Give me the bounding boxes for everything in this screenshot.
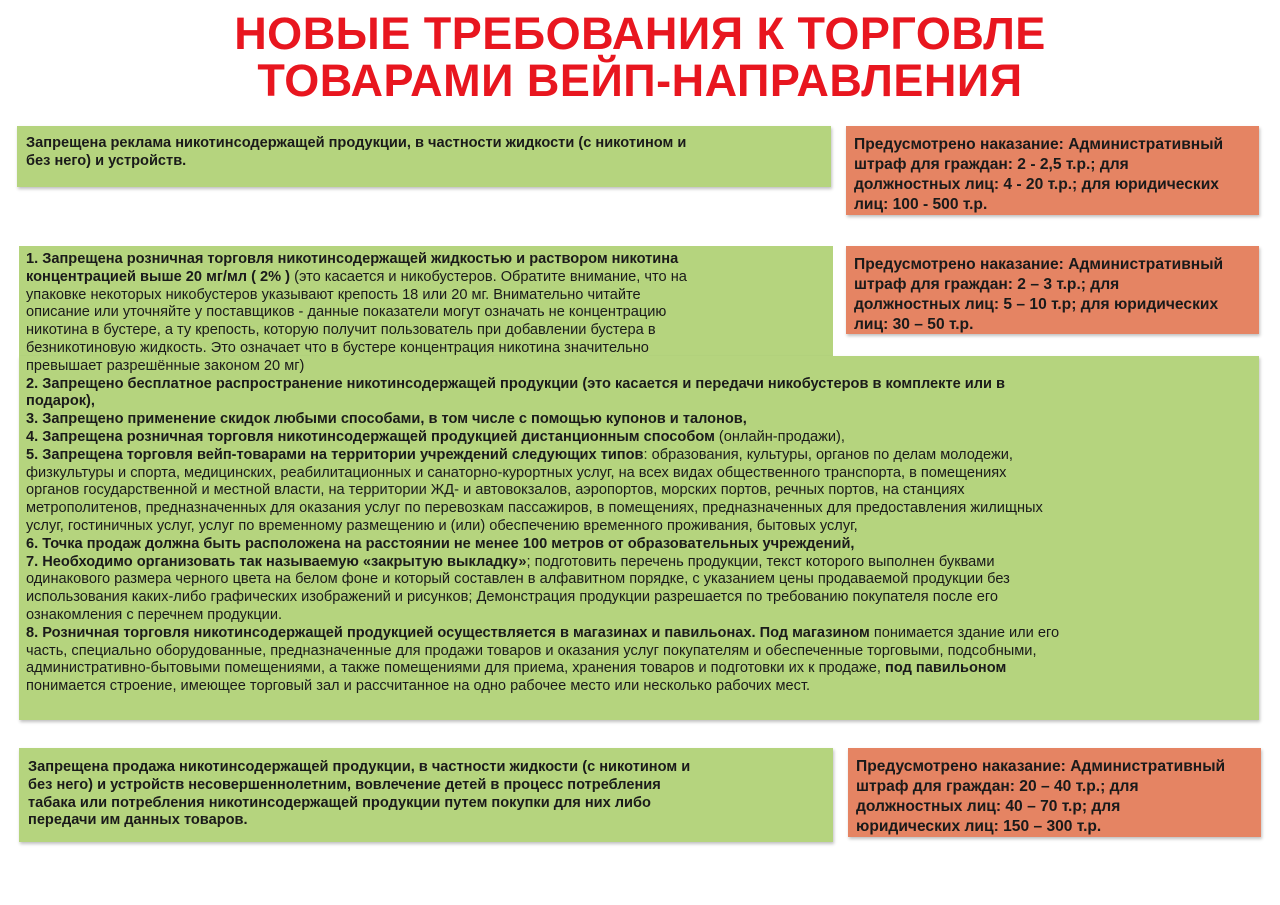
title-line-1: НОВЫЕ ТРЕБОВАНИЯ К ТОРГОВЛЕ [234, 8, 1046, 59]
rules-line [26, 643, 1256, 661]
text-line: Запрещена продажа никотинсодержащей продукции, в частности жидкости (с никотином и [28, 759, 691, 775]
rules-line-normal: органов государственной и местной власти, на территории ЖД- и автовокзалов, аэропортов, морских портов, речных портов, на станциях [26, 482, 965, 499]
rules-line [26, 251, 1256, 269]
rules-line-normal: описание или уточняйте у поставщиков - данные показатели могут означать не концентрацию [26, 304, 667, 321]
text-line: без него) и устройств. [26, 152, 187, 169]
rule-panel-advertising [17, 126, 831, 187]
rules-line-bold: 3. Запрещено применение скидок любыми способами, в том числе с помощью купонов и талонов, [26, 411, 747, 428]
rules-line-normal: упаковке некоторых никобустеров указывают крепость 18 или 20 мг. Внимательно читайте [26, 286, 641, 303]
rules-line [26, 571, 1256, 589]
penalty-line: должностных лиц: 5 – 10 т.р; для юридических [854, 296, 1219, 313]
rules-line-bold: 8. Розничная торговля никотинсодержащей продукцией осуществляется в магазинах и павильонах. Под магазином [26, 624, 870, 641]
rules-line [26, 678, 1256, 696]
penalty-line: лиц: 30 – 50 т.р. [854, 316, 974, 333]
rules-line-bold: 1. Запрещена розничная торговля никотинсодержащей жидкостью и раствором никотина [26, 251, 679, 267]
rule-text-minors [19, 748, 833, 830]
rules-line-bold: 4. Запрещена розничная торговля никотинсодержащей продукцией дистанционным способом [26, 428, 715, 445]
penalty-line: штраф для граждан: 2 - 2,5 т.р.; для [854, 156, 1129, 173]
rules-line-normal: безникотиновую жидкость. Это означает что в бустере концентрация никотина значительно [26, 339, 649, 356]
rules-line [26, 465, 1256, 483]
rules-line [26, 340, 1256, 358]
rules-line-bold: 2. Запрещено бесплатное распространение никотинсодержащей продукции (это касается и передачи никобустеров в комплекте или в [26, 375, 1006, 392]
rules-line [26, 518, 1256, 536]
rules-line-bold: подарок), [26, 393, 95, 410]
rules-line-normal: физкультуры и спорта, медицинских, реабилитационных и санаторно-курортных услуг, на всех видах общественного транспорта, в помещениях [26, 464, 1007, 481]
rules-line-bold: концентрацией выше 20 мг/мл ( 2% ) [26, 268, 291, 285]
penalty-line: штраф для граждан: 20 – 40 т.р.; для [856, 778, 1139, 795]
penalty-line: должностных лиц: 4 - 20 т.р.; для юридических [854, 176, 1219, 193]
rules-line-normal: понимается здание или его [869, 624, 1060, 641]
rules-line [26, 304, 1256, 322]
rules-line-bold: под павильоном [885, 660, 1007, 677]
text-line: табака или потребления никотинсодержащей продукции путем покупки для них либо [28, 794, 651, 811]
rules-line [26, 447, 1256, 465]
rules-line [26, 393, 1256, 411]
rules-line [26, 322, 1256, 340]
rules-line [26, 536, 1256, 554]
rules-line [26, 589, 1256, 607]
title-line-2: ТОВАРАМИ ВЕЙП-НАПРАВЛЕНИЯ [257, 55, 1023, 106]
rules-line-normal: никотина в бустере, а ту крепость, которую получит пользователь при добавлении бустера в [26, 322, 656, 339]
rules-line [26, 625, 1256, 643]
rules-line-normal: (онлайн-продажи), [714, 428, 845, 445]
penalty-panel-advertising [846, 126, 1259, 215]
rules-line-bold: 5. Запрещена торговля вейп-товарами на территории учреждений следующих типов [26, 446, 644, 463]
rules-line [26, 358, 1256, 376]
rules-line [26, 607, 1256, 625]
rules-line-normal: метрополитенов, предназначенных для оказания услуг по перевозкам пассажиров, в помещениях, предназначенных для предоставления жилищных [26, 500, 1043, 517]
penalty-line: Предусмотрено наказание: Административный [854, 256, 1224, 273]
rule-panel-minors [19, 748, 833, 842]
rules-line [26, 554, 1256, 572]
rules-line [26, 482, 1256, 500]
rules-line-bold: 6. Точка продаж должна быть расположена на расстоянии не менее 100 метров от образовательных учреждений, [26, 535, 855, 552]
rules-line [26, 660, 1256, 678]
rule-text-advertising [17, 126, 831, 171]
rules-line-normal: понимается строение, имеющее торговый зал и рассчитанное на одно рабочее место или несколько рабочих мест. [26, 678, 811, 695]
rules-line-normal: использования каких-либо графических изображений и рисунков; Демонстрация продукции разрешается по требованию покупателя после его [26, 589, 998, 606]
rules-line-normal: ознакомления с перечнем продукции. [26, 606, 283, 623]
rules-line [26, 287, 1256, 305]
rules-line-normal: : образования, культуры, органов по делам молодежи, [643, 446, 1013, 463]
rules-line [26, 429, 1256, 447]
rules-line-normal: (это касается и никобустеров. Обратите внимание, что на [290, 268, 687, 285]
rules-line-normal: превышает разрешённые законом 20 мг) [26, 357, 305, 374]
rules-line [26, 376, 1256, 394]
rules-line-bold: 7. Необходимо организовать так называемую «закрытую выкладку» [26, 553, 527, 570]
penalty-panel-minors [848, 748, 1261, 837]
rules-line-normal: услуг, гостиничных услуг, услуг по временному размещению и (или) обеспечению временного проживания, бытовых услуг, [26, 517, 858, 534]
page-title [0, 10, 1280, 104]
rules-line [26, 500, 1256, 518]
rules-line [26, 411, 1256, 429]
penalty-line: штраф для граждан: 2 – 3 т.р.; для [854, 276, 1120, 293]
rules-list [26, 251, 1256, 696]
text-line: Запрещена реклама никотинсодержащей продукции, в частности жидкости (с никотином и [26, 135, 687, 151]
penalty-line: должностных лиц: 40 – 70 т.р; для [856, 798, 1121, 815]
text-line: без него) и устройств несовершеннолетним, вовлечение детей в процесс потребления [28, 776, 661, 793]
rules-line [26, 269, 1256, 287]
rules-line-normal: одинакового размера черного цвета на белом фоне и который составлен в алфавитном порядке, с указанием цены продаваемой продукции без [26, 571, 1010, 588]
text-line: передачи им данных товаров. [28, 812, 248, 829]
rules-line-normal: ; подготовить перечень продукции, текст которого выполнен буквами [526, 553, 995, 570]
penalty-line: Предусмотрено наказание: Административный [856, 758, 1226, 775]
rules-line-normal: часть, специально оборудованные, предназначенные для продажи товаров и оказания услуг покупателям и обеспеченные торговыми, подсобными, [26, 642, 1037, 659]
penalty-line: лиц: 100 - 500 т.р. [854, 196, 988, 213]
penalty-line: Предусмотрено наказание: Административный [854, 136, 1224, 153]
penalty-line: юридических лиц: 150 – 300 т.р. [856, 818, 1102, 835]
rules-line-normal: административно-бытовыми помещениями, а также помещениями для приема, хранения товаров и подготовки их к продаже, [26, 660, 886, 677]
